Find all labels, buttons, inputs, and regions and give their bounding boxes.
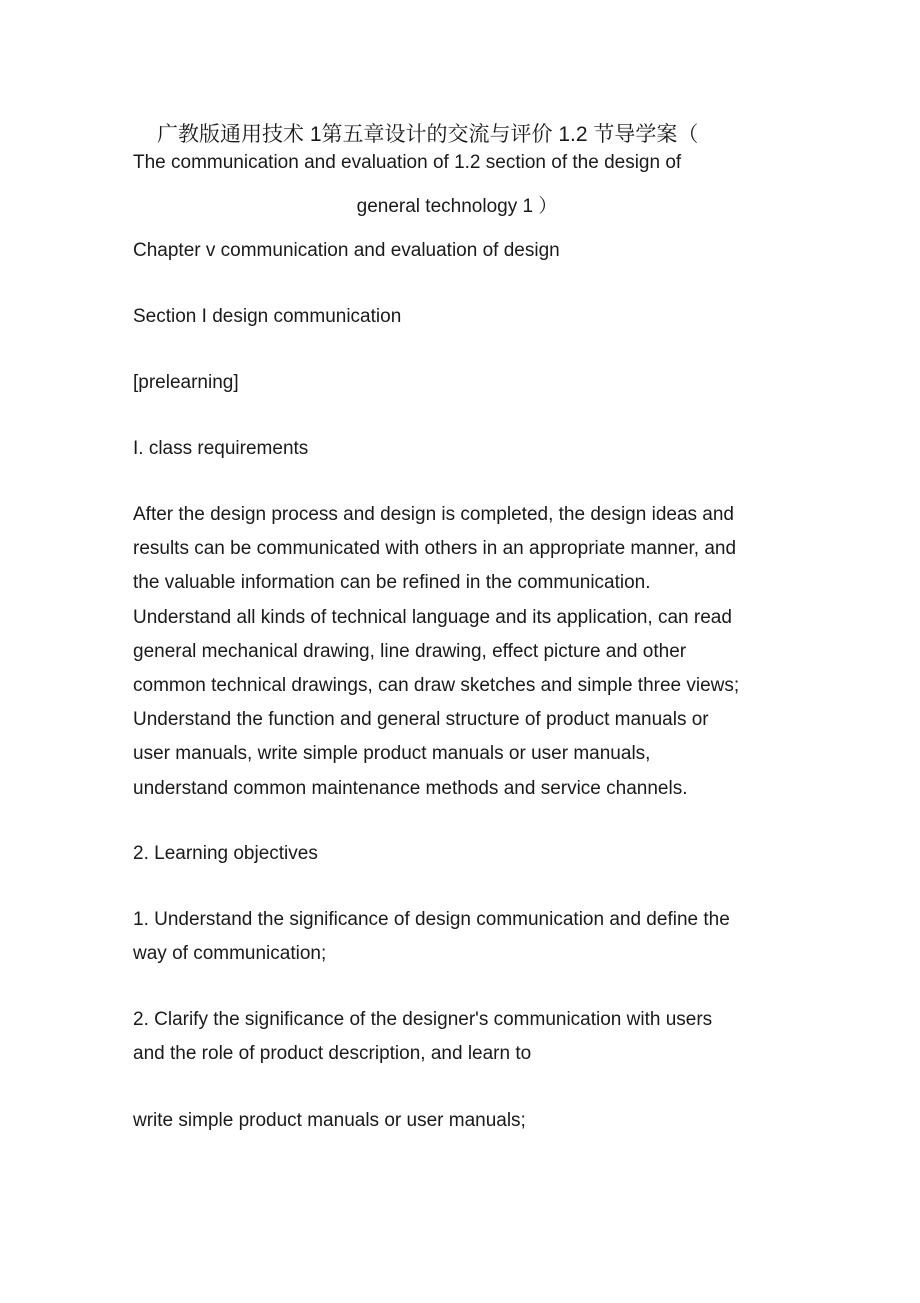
paragraph-line: common technical drawings, can draw sketches and simple three views; [133,675,740,697]
doc-title-line-3-text: general technology 1 ） [356,196,558,217]
objective-2-continuation: write simple product manuals or user manuals; [133,1110,526,1131]
paragraph-line: 2. Clarify the significance of the designer's communication with users [133,1009,713,1030]
learning-objectives-heading: 2. Learning objectives [133,843,318,864]
class-requirements-heading: I. class requirements [133,438,309,459]
paragraph-line: results can be communicated with others in an appropriate manner, and [133,538,737,560]
doc-title-line-2: The communication and evaluation of 1.2 section of the design of [133,152,682,173]
doc-title-line-3 [0,192,920,222]
objective-1 [133,903,793,971]
paragraph-line: way of communication; [133,943,327,965]
section-heading: Section I design communication [133,306,402,327]
chapter-heading: Chapter v communication and evaluation of design [133,240,560,261]
paragraph-line: general mechanical drawing, line drawing, effect picture and other [133,640,687,662]
paragraph-line: Understand the function and general structure of product manuals or [133,709,709,731]
paragraph-line: Understand all kinds of technical language and its application, can read [133,606,732,628]
paragraph-line: and the role of product description, and learn to [133,1043,532,1065]
paragraph-line: understand common maintenance methods and service channels. [133,777,688,799]
paragraph-line: the valuable information can be refined in the communication. [133,572,651,594]
prelearning-label: [prelearning] [133,372,239,393]
paragraph-line: user manuals, write simple product manuals or user manuals, [133,743,651,765]
paragraph-line: After the design process and design is completed, the design ideas and [133,504,734,525]
objective-2 [133,1003,793,1071]
class-requirements-paragraph [133,498,793,806]
doc-title-line-1: 广教版通用技术 1第五章设计的交流与评价 1.2 节导学案（ [157,123,699,146]
paragraph-line: 1. Understand the significance of design communication and define the [133,909,730,930]
